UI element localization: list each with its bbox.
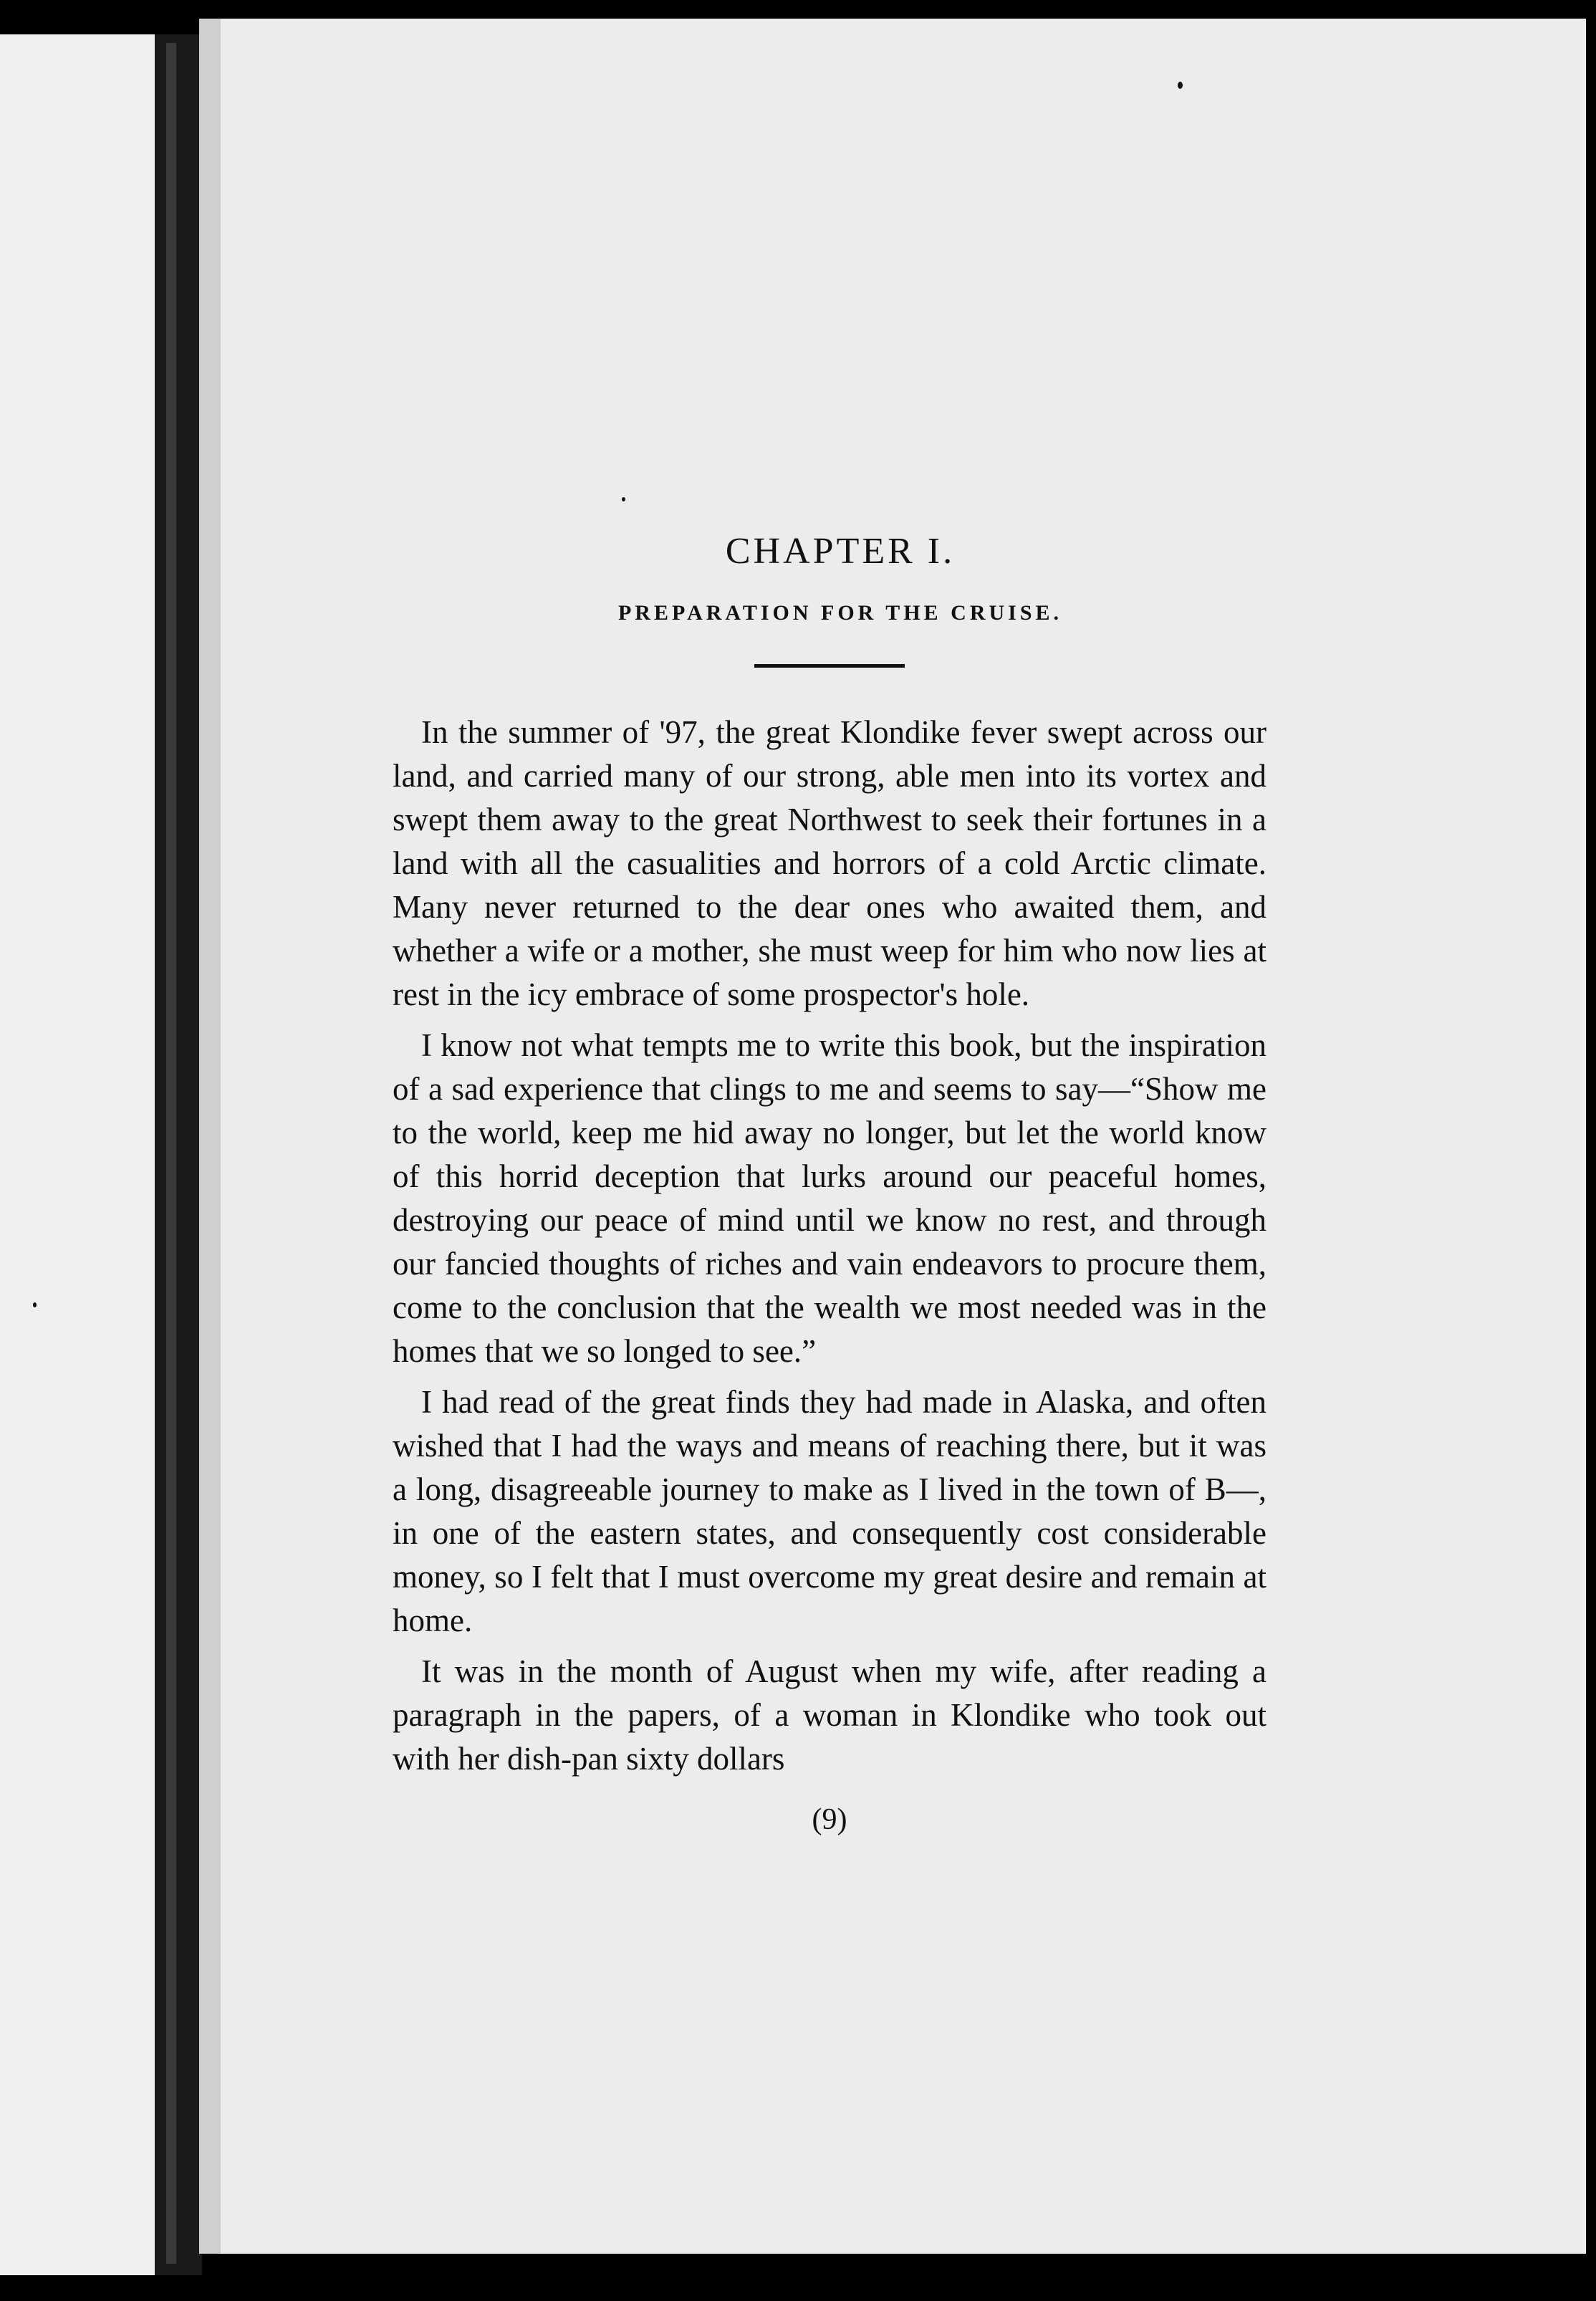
book-spine xyxy=(155,34,202,2275)
ink-speck xyxy=(1178,82,1183,89)
chapter-subtitle: PREPARATION FOR THE CRUISE. xyxy=(617,601,1063,625)
ink-speck xyxy=(622,497,625,501)
paragraph: In the summer of '97, the great Klondike fever swept across our land, and carried many of our strong, able men into its vortex and swept them away to the great Northwest to seek their fortunes in a land with all the casualities and horrors of a cold Arctic climate. Many never returned to the dear ones who awaited them, and whether a wife or a mother, she must weep for him who now lies at rest in the icy embrace of some prospector's hole. xyxy=(393,714,1266,1012)
spine-highlight xyxy=(166,43,176,2264)
chapter-title: CHAPTER I. xyxy=(725,531,956,572)
left-page-edge xyxy=(0,34,155,2275)
paragraph: I had read of the great finds they had made in Alaska, and often wished that I had the ways and means of reaching there, but it was a long, disagreeable journey to make as I lived in the town of B—, in one of the eastern states, and consequently cost considerable money, so I felt that I must overcome my great desire and remain at home. xyxy=(393,1384,1266,1638)
chapter-text-block xyxy=(393,530,1266,1837)
paragraph: It was in the month of August when my wife, after reading a paragraph in the papers, of a woman in Klondike who took out with her dish-pan sixty dollars xyxy=(393,1653,1266,1777)
paragraph: I know not what tempts me to write this book, but the inspiration of a sad experience that clings to me and seems to say—“Show me to the world, keep me hid away no longer, but let the world know of this horrid deception that lurks around our peaceful homes, destroying our peace of mind until we know no rest, and through our fancied thoughts of riches and vain endeavors to procure them, come to the conclusion that the wealth we most needed was in the homes that we so longed to see.” xyxy=(393,1027,1266,1369)
page-number: (9) xyxy=(812,1803,847,1836)
ink-speck xyxy=(33,1302,37,1307)
title-divider xyxy=(754,664,905,668)
